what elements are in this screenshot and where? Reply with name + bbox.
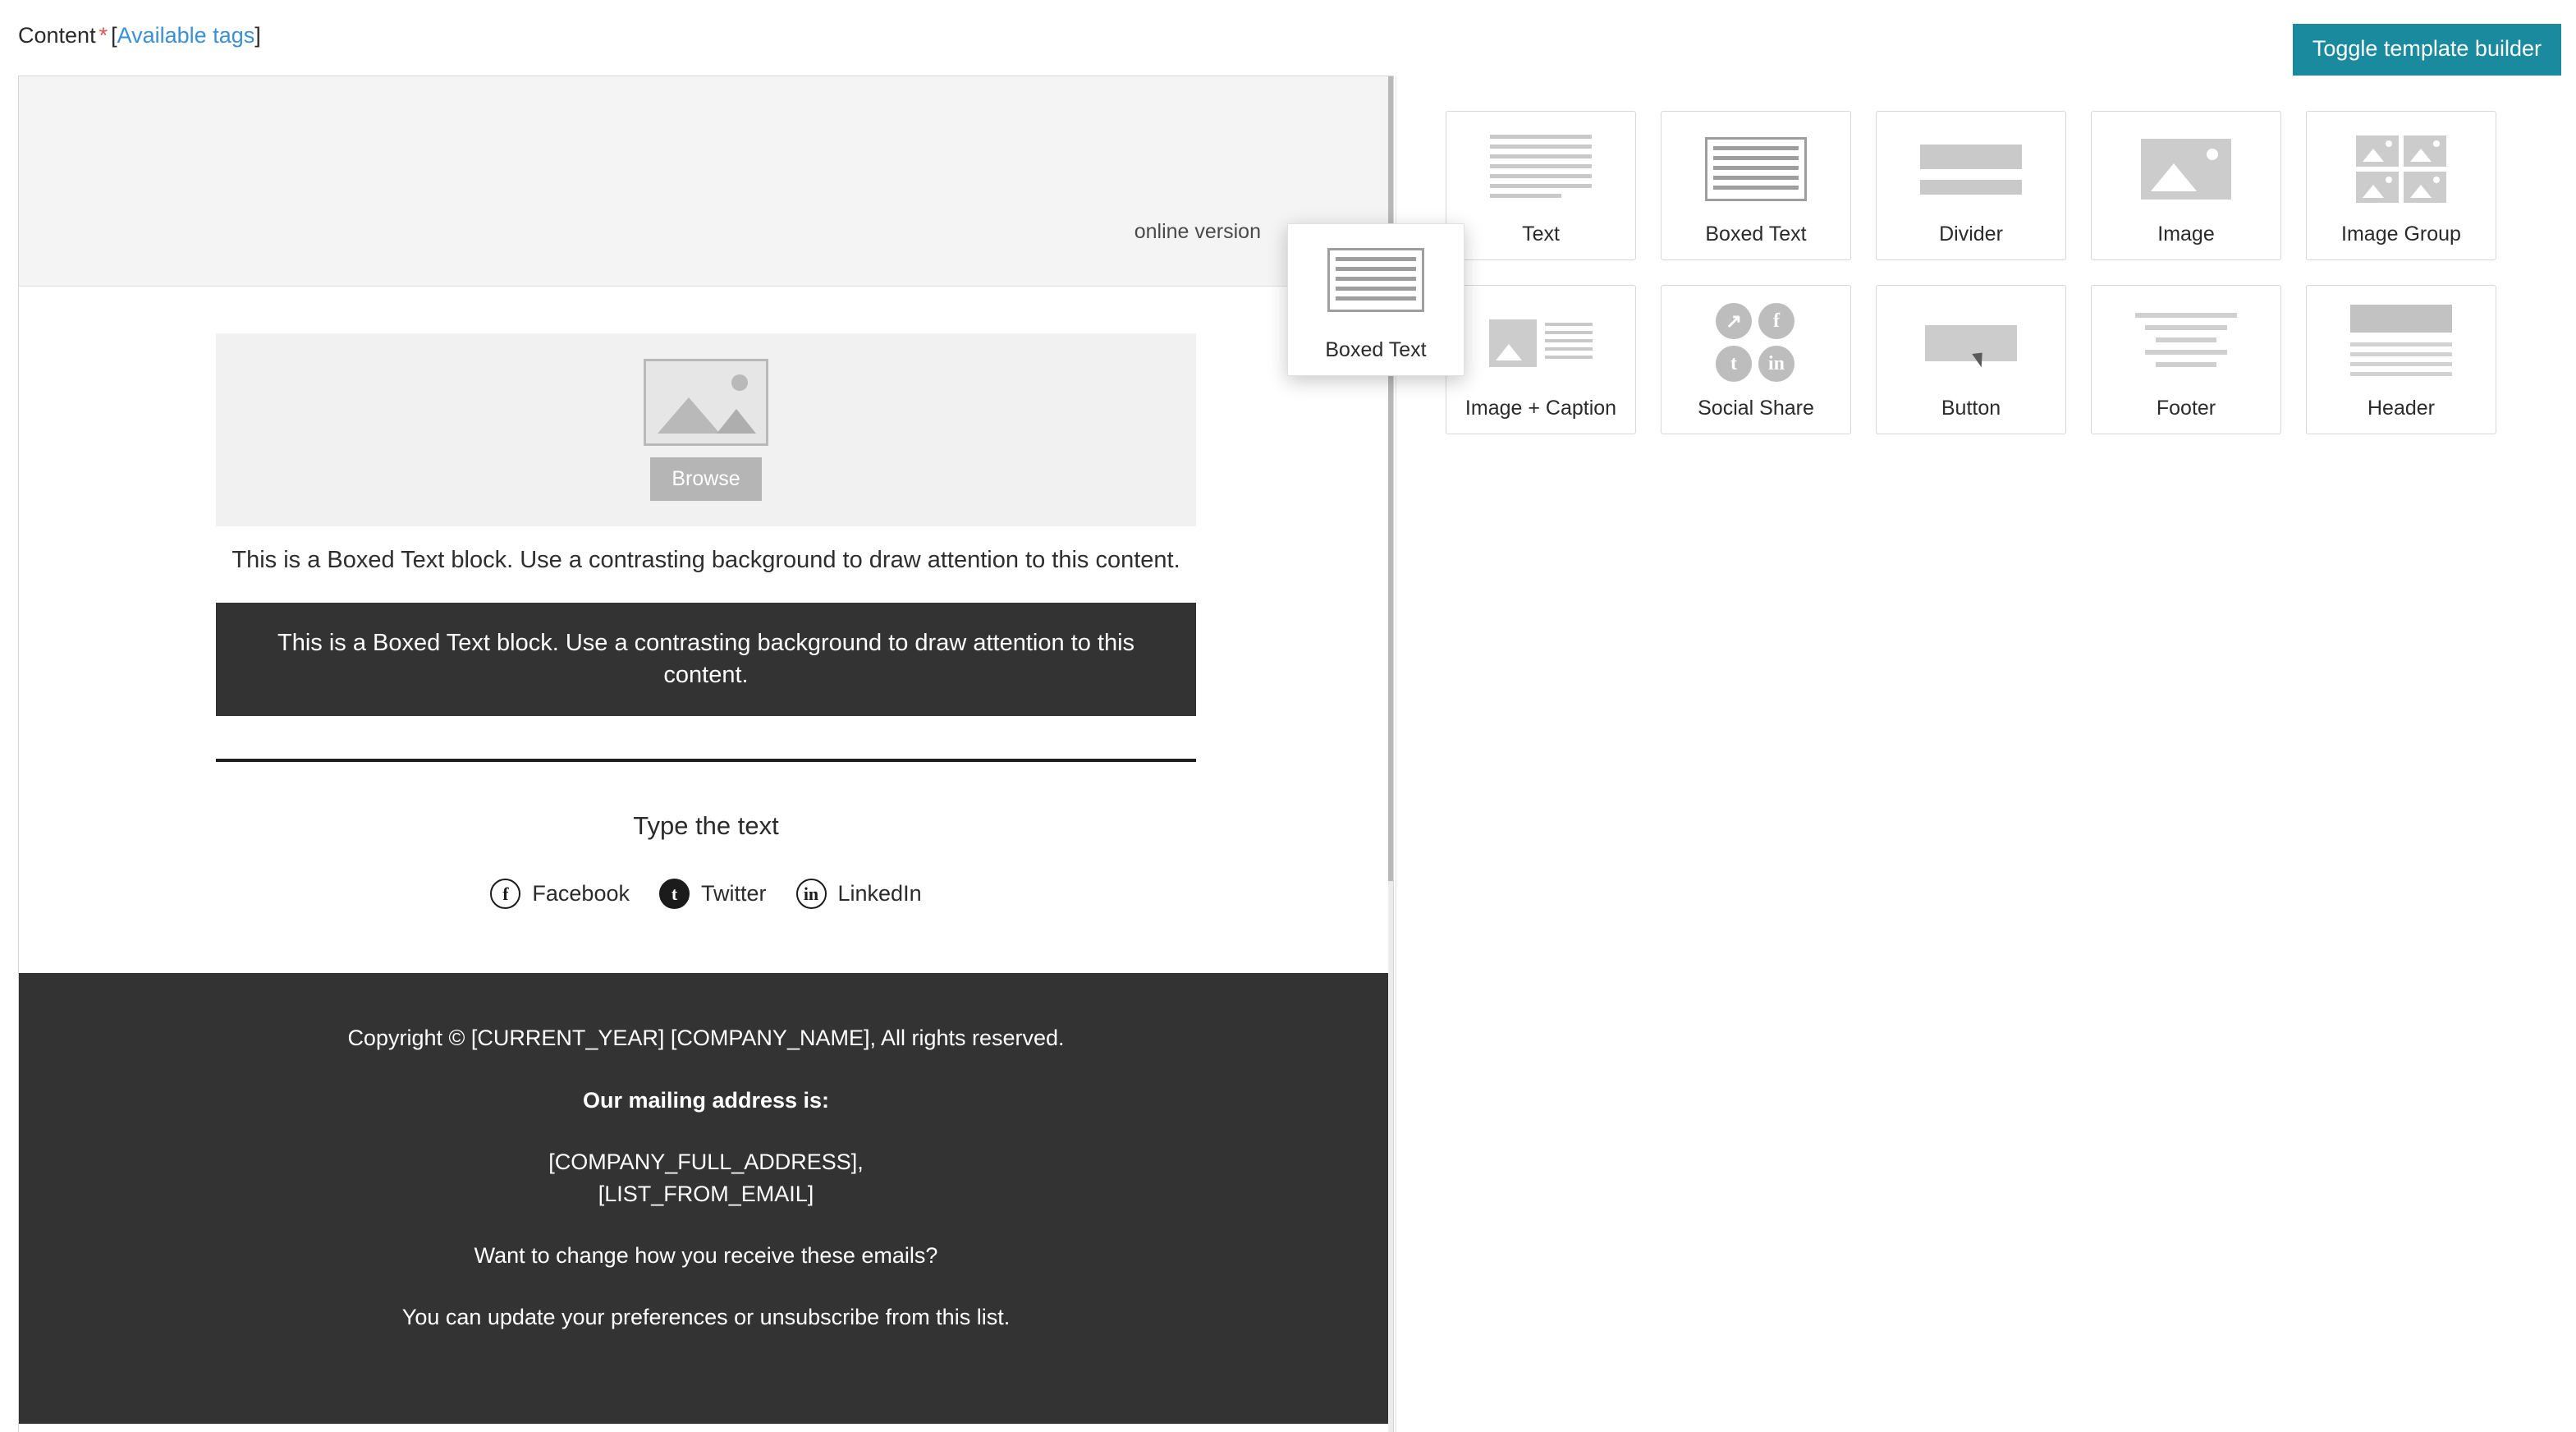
social-item-facebook[interactable] [490,879,630,909]
palette-block-divider[interactable] [1876,111,2066,260]
palette-label-header: Header [2367,397,2435,420]
footer-address-line2: [LIST_FROM_EMAIL] [598,1181,814,1206]
boxed-text-block[interactable]: This is a Boxed Text block. Use a contrasting background to draw attention to this content. [216,603,1196,716]
image-placeholder-icon [644,359,768,446]
text-block-icon [1490,130,1592,209]
palette-block-image[interactable] [2091,111,2281,260]
twitter-icon: t [1716,346,1752,382]
top-bar [0,0,2576,76]
footer-block-icon [2135,304,2237,383]
email-header-area[interactable] [19,76,1393,287]
image-caption-block-icon [1490,304,1592,383]
palette-block-header[interactable] [2306,285,2496,434]
palette-label-image: Image [2157,223,2215,246]
palette-block-image-caption[interactable] [1446,285,1636,434]
facebook-icon: f [1758,303,1794,339]
image-block[interactable] [216,333,1196,526]
online-version-link[interactable]: online version [1134,220,1261,243]
social-share-block[interactable] [216,879,1196,909]
footer-address-line1: [COMPANY_FULL_ADDRESS], [548,1149,864,1174]
social-item-linkedin[interactable] [796,879,922,909]
twitter-icon: t [659,879,690,909]
palette-label-image-caption: Image + Caption [1464,397,1617,420]
palette-label-footer: Footer [2156,397,2216,420]
canvas-scrollbar-thumb[interactable] [1388,76,1393,881]
palette-label-image-group: Image Group [2341,223,2461,246]
social-label-twitter: Twitter [700,881,767,906]
content-field-label [18,23,261,48]
footer-address [85,1146,1327,1210]
email-preview-canvas[interactable] [18,76,1394,1432]
linkedin-icon: in [1758,346,1794,382]
footer-copyright: Copyright © [CURRENT_YEAR] [COMPANY_NAME], All rights reserved. [347,1026,1065,1051]
block-palette-panel [1396,76,2576,1432]
palette-block-button[interactable] [1876,285,2066,434]
image-block-icon [2135,130,2237,209]
boxed-text-block-icon [1705,130,1807,209]
email-body [19,333,1393,1424]
facebook-icon: f [490,879,520,909]
block-palette-grid [1446,111,2496,434]
drag-ghost-label: Boxed Text [1325,338,1427,361]
bracket-close: ] [254,23,261,48]
divider-block[interactable] [216,759,1196,762]
palette-block-image-group[interactable] [2306,111,2496,260]
footer-mailing-heading: Our mailing address is: [582,1087,830,1113]
palette-label-boxed-text: Boxed Text [1705,223,1807,246]
palette-label-divider: Divider [1939,223,2003,246]
footer-preferences[interactable]: You can update your preferences or unsubscribe from this list. [401,1305,1011,1330]
palette-block-boxed-text[interactable] [1661,111,1851,260]
available-tags-link[interactable]: Available tags [117,23,255,48]
header-block-icon [2350,304,2452,383]
linkedin-icon: in [796,879,827,909]
social-share-block-icon [1705,304,1807,383]
footer-question: Want to change how you receive these emails? [474,1242,938,1268]
social-label-linkedin: LinkedIn [837,881,922,906]
palette-label-social-share: Social Share [1698,397,1814,420]
palette-label-button: Button [1941,397,2001,420]
social-label-facebook: Facebook [532,881,630,906]
palette-block-footer[interactable] [2091,285,2281,434]
required-marker: * [99,23,108,48]
toggle-template-builder-button[interactable]: Toggle template builder [2293,24,2561,76]
text-block[interactable]: This is a Boxed Text block. Use a contrasting background to draw attention to this content. [231,547,1180,573]
email-footer-block[interactable] [19,973,1393,1424]
content-label-text: Content [18,23,96,48]
boxed-text-block-icon [1325,241,1427,319]
palette-block-social-share[interactable] [1661,285,1851,434]
social-item-twitter[interactable] [659,879,767,909]
image-group-block-icon [2350,130,2452,209]
palette-label-text: Text [1522,223,1560,246]
palette-block-text[interactable] [1446,111,1636,260]
drag-ghost-boxed-text[interactable] [1287,223,1464,376]
browse-button[interactable]: Browse [650,457,761,501]
button-block-icon [1920,304,2022,383]
share-arrow-icon: ↗ [1716,303,1752,339]
divider-block-icon [1920,130,2022,209]
bracket-open: [ [111,23,117,48]
cursor-icon [1972,349,1988,368]
type-text-block[interactable]: Type the text [633,811,779,841]
